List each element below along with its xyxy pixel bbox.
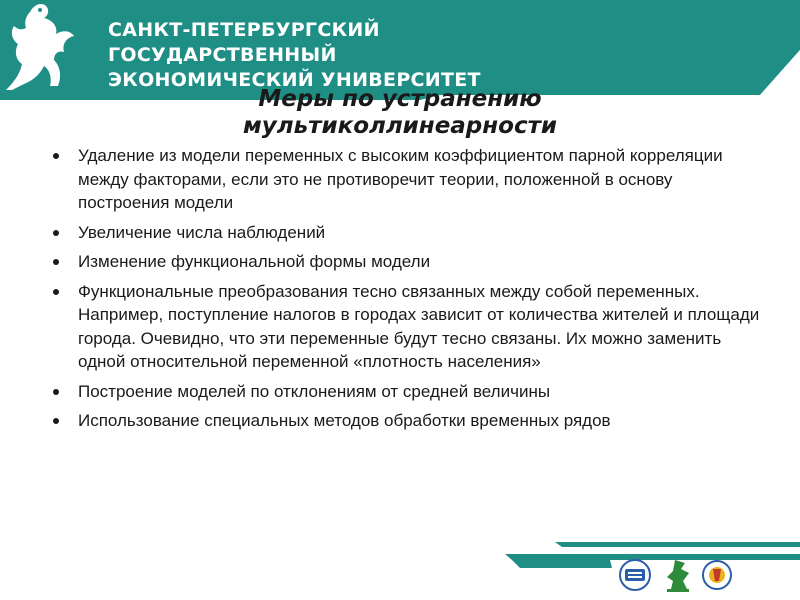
emblem-logo-3-icon (703, 561, 731, 589)
bullet-icon (53, 389, 59, 395)
list-item (50, 380, 760, 404)
university-name-line-2: ГОСУДАРСТВЕННЫЙ (108, 44, 337, 66)
bullet-list (50, 144, 760, 439)
list-item-text: Изменение функциональной формы модели (78, 252, 431, 271)
list-item-text: Функциональные преобразования тесно связанных между собой переменных. Например, поступление налогов в городах зависит от количества жителей и площади города. Очевидно, что эти переменные будут тесно связаны. Их можно заменить одной относительной переменной «плотность населения» (78, 281, 760, 371)
list-item-text: Удаление из модели переменных с высоким коэффициентом парной корреляции между факторами, если это не противоречит теории, положенной в основу построения модели (78, 146, 723, 212)
slide-title-line-2: мультиколлинеарности (242, 113, 558, 139)
list-item (50, 144, 760, 215)
list-item (50, 280, 760, 374)
list-item-text: Увеличение числа наблюдений (78, 222, 326, 242)
slide-title (150, 86, 650, 140)
bullet-icon (53, 289, 59, 295)
university-name-line-1: САНКТ-ПЕТЕРБУРГСКИЙ (108, 19, 380, 41)
slide-title-line-1: Меры по устранению (258, 86, 542, 112)
emblem-logo-2-icon (667, 560, 689, 592)
list-item-text: Использование специальных методов обработки временных рядов (78, 411, 611, 430)
list-item (50, 250, 760, 274)
bullet-icon (53, 153, 59, 159)
bullet-icon (53, 259, 59, 265)
university-name (108, 18, 481, 93)
list-item (50, 221, 760, 245)
griffin-logo-icon (0, 0, 80, 95)
university-name-line-3: ЭКОНОМИЧЕСКИЙ УНИВЕРСИТЕТ (108, 69, 481, 91)
list-item (50, 409, 760, 433)
emblem-logo-1-icon (620, 560, 650, 590)
bullet-icon (53, 418, 59, 424)
footer-logos (615, 555, 795, 595)
bullet-icon (53, 230, 59, 236)
list-item-text: Построение моделей по отклонениям от средней величины (78, 381, 551, 401)
